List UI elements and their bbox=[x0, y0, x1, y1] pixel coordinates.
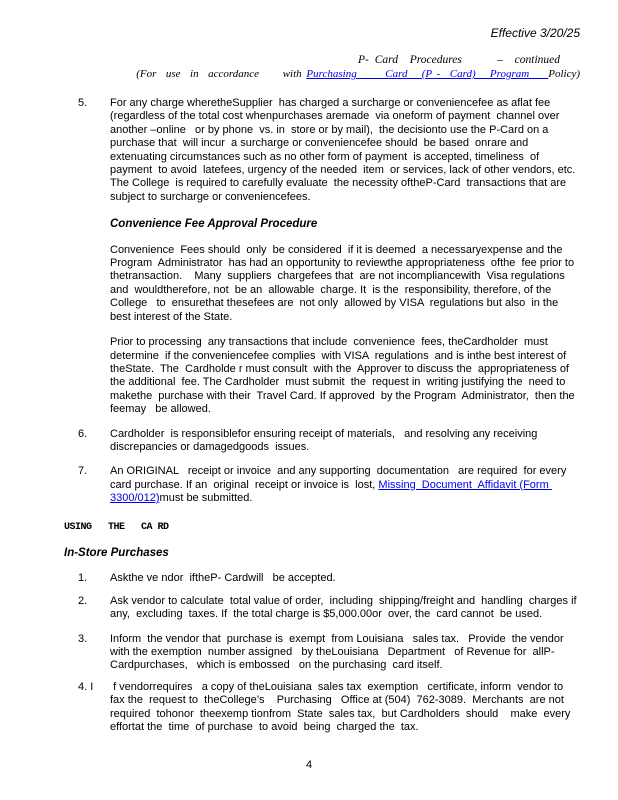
list-number: 2. bbox=[78, 594, 88, 607]
step-item-2 bbox=[64, 595, 580, 622]
page-number: 4 bbox=[305, 758, 313, 771]
convenience-paragraph-2: Prior to processing any transactions that include convenience fees, theCardholder must determine if the conveniencefee complies with VISA regulations and is inthe best interest of theState. The Cardholde r must consult with the Approver to discuss the appropriateness of the additional fee. The Cardholder must submit the request in writing justifying the need to makethe purchase with their Travel Card. If approved by the Program Administrator, then the feemay be allowed. bbox=[110, 336, 578, 416]
convenience-paragraph-1: Convenience Fees should only be considered if it is deemed a necessaryexpense and the Program Administrator has had an opportunity to reviewthe appropriateness ofthe fee prior to thetransaction. Many suppliers chargefees that are not incompliancewith Visa regulations and wouldtherefore, not be an allowable charge. It is the responsibility, therefore, of the College to ensurethat thesefees are not only allowed by VISA regulations but also in the best interest of the State. bbox=[110, 243, 578, 323]
list-item-text: Askthe ve ndor iftheP- Cardwill be accepted. bbox=[110, 572, 336, 585]
list-number: 6. bbox=[78, 427, 88, 440]
list-item-text: f vendorrequires a copy of theLouisiana sales tax exemption certificate, inform vendor to fax the request to theCollege’s Purchasing Office at (504) 762-3089. Merchants are not required tohonor theexemp tionfrom State sales tax, but Cardholders should make every effortat the time of purchase to avoid being charged the tax. bbox=[110, 680, 574, 734]
list-item-text: Cardholder is responsiblefor ensuring receipt of materials, and resolving any receiving discrepancies or damagedgoods issues. bbox=[110, 427, 541, 453]
list-item-text: For any charge wheretheSupplier has charged a surcharge or conveniencefee as aflat fee (regardless of the total cost whenpurchases aremade via oneform of payment channel over another –online or by phone vs. in store or by mail), the decisionto use the P-Card on a purchase that will incur a surcharge or conveniencefee should be based onrare and extenuating circumstances such as no other form of payment is accepted, timeliness of payment to avoid latefees, urgency of the needed item or services, lack of other vendors, etc. The College is required to carefully evaluate the necessity oftheP-Card transactions that are subject to surcharge or conveniencefees. bbox=[110, 97, 579, 203]
document-subtitle bbox=[64, 67, 580, 81]
list-item-7 bbox=[64, 465, 580, 505]
list-number: 5. bbox=[78, 97, 88, 109]
list-item-5 bbox=[64, 97, 580, 204]
step-item-1 bbox=[64, 572, 580, 585]
item7-prefix: An ORIGINAL receipt or invoice and any supporting documentation are required for every card purchase. If an original receipt or invoice is lost, bbox=[110, 465, 570, 491]
list-number: 7. bbox=[78, 465, 88, 478]
step-item-3 bbox=[64, 633, 580, 673]
list-number: 4. I bbox=[78, 680, 94, 693]
convenience-fee-heading: Convenience Fee Approval Procedure bbox=[110, 218, 318, 231]
list-item-6 bbox=[64, 428, 580, 455]
document-title: P- Card Procedures – continued bbox=[358, 54, 560, 66]
step-item-4 bbox=[64, 681, 580, 735]
list-item-text bbox=[110, 465, 580, 505]
list-number: 1. bbox=[78, 572, 88, 585]
list-item-text: Ask vendor to calculate total value of order, including shipping/freight and handling charges if any, excluding taxes. If the total charge is $5,000.00or over, the card cannot be used. bbox=[110, 594, 580, 621]
list-number: 3. bbox=[78, 632, 88, 645]
missing-document-affidavit-link[interactable]: Missing Document Affidavit (Form 3300/012) bbox=[110, 478, 552, 505]
using-the-card-heading: USING THE CA RD bbox=[64, 521, 169, 533]
subtitle-suffix: Policy) bbox=[548, 68, 580, 80]
purchasing-card-program-policy-link[interactable]: Purchasing Card (P - Card) Program bbox=[306, 68, 549, 80]
list-item-text: Inform the vendor that purchase is exempt from Louisiana sales tax. Provide the vendor with the exemption number assigned by theLouisiana Department of Revenue for allP-Cardpurchases, which is embossed on the purchasing card itself. bbox=[110, 632, 567, 672]
item7-suffix: must be submitted. bbox=[159, 492, 253, 505]
subtitle-prefix: (For use in accordance with bbox=[136, 68, 307, 80]
in-store-purchases-heading: In-Store Purchases bbox=[64, 546, 169, 559]
effective-date: Effective 3/20/25 bbox=[490, 26, 580, 40]
